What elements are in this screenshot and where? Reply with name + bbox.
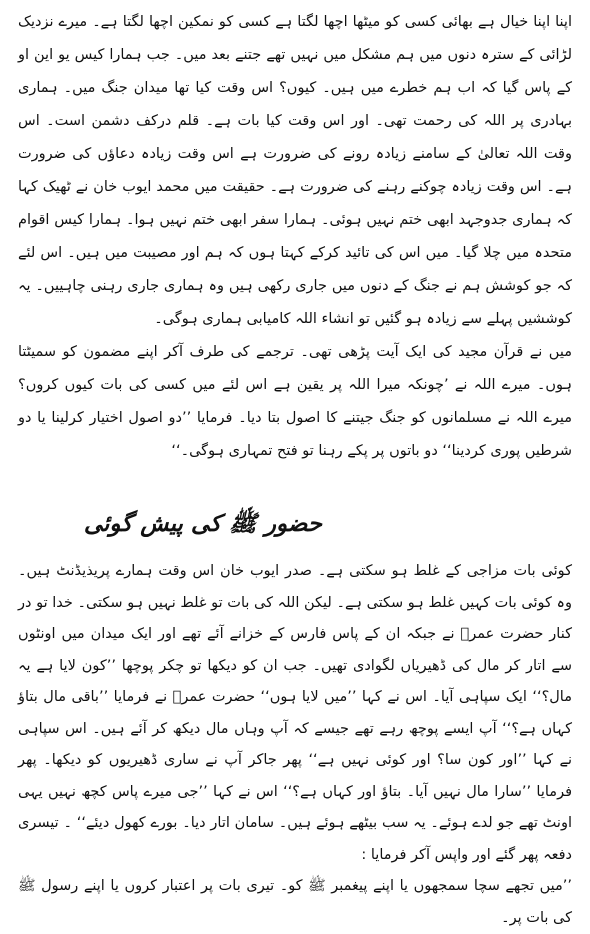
paragraph: میں نے قرآن مجید کی ایک آیت پڑھی تھی۔ ترجمے کی طرف آکر اپنے مضمون کو سمیٹتا ہوں۔ میرے اللہ نے ’چونکہ میرا اللہ پر یقین ہے اس لئے میں کسی کی بات کیوں کروں؟ میرے اللہ نے مسلمانوں کو جنگ جیتنے کا اصول بتا دیا۔ فرمایا ’’دو اصول اختیار کرلینا یا دو شرطیں پوری کردینا‘‘ دو باتوں پر پکے رہنا تو فتح تمہاری ہوگی۔‘‘ [18, 344, 572, 459]
paragraph: اپنا اپنا خیال ہے بھائی کسی کو میٹھا اچھا لگتا ہے کسی کو نمکین اچھا لگتا ہے۔ میرے نزدیک لڑائی کے سترہ دنوں میں ہم مشکل میں نہیں تھے جتنے بعد میں۔ جب ہمارا کیس یو این او کے پاس گیا کہ اب ہم خطرے میں ہیں۔ کیوں؟ اس وقت کیا تھا میدان جنگ میں۔ ہماری بہادری پر اللہ کی رحمت تھی۔ اور اس وقت کیا بات ہے۔ قلم درکف دشمن است۔ اس وقت اللہ تعالیٰ کے سامنے زیادہ رونے کی ضرورت ہے اس وقت زیادہ دعاؤں کی ضرورت ہے۔ اس وقت زیادہ چوکنے رہنے کی ضرورت ہے۔ حقیقت میں محمد ایوب خان نے ٹھیک کہا کہ ہماری جدوجہد ابھی ختم نہیں ہوئی۔ ہمارا سفر ابھی ختم نہیں ہوا۔ ہمارا کیس اقوام متحدہ میں چلا گیا۔ میں اس کی تائید کرکے کہتا ہوں کہ ہم اور مصیبت میں ہیں۔ اس لئے کہ جو کوشش ہم نے جنگ کے دنوں میں جاری رکھی ہیں وہ ہماری جاری رہنی چاہییں۔ یہ کوششیں پہلے سے زیادہ ہو گئیں تو انشاء اللہ کامیابی ہماری ہوگی۔ [18, 14, 572, 327]
section-heading: حضور ﷺ کی پیش گوئی [83, 510, 322, 537]
heading-block [18, 506, 572, 546]
section-1-text [18, 6, 572, 468]
section-2-text [18, 556, 572, 934]
paragraph: کوئی بات مزاجی کے غلط ہو سکتی ہے۔ صدر ایوب خان اس وقت ہمارے پریذیڈنٹ ہیں۔ وہ کوئی بات کہیں غلط ہو سکتی ہے۔ لیکن اللہ کی بات تو غلط نہیں ہو سکتی۔ خدا تو در کنار حضرت عمرؓ نے جبکہ ان کے پاس فارس کے خزانے آئے تھے اور ایک میدان میں اونٹوں سے اتار کر مال کی ڈھیریاں لگوادی تھیں۔ جب ان کو دیکھا تو چکر پوچھا ’’کون لایا ہے یہ مال؟‘‘ ایک سپاہی آیا۔ اس نے کہا ’’میں لایا ہوں‘‘ حضرت عمرؓ نے فرمایا ’’باقی مال بتاؤ کہاں ہے؟‘‘ آپ ایسے پوچھ رہے تھے جیسے کہ آپ وہاں مال دیکھ کر آئے ہیں۔ اس سپاہی نے کہا ’’اور کون سا؟ اور کوئی نہیں ہے‘‘ پھر جاکر آپ نے ساری ڈھیریوں کو دیکھا۔ پھر فرمایا ’’سارا مال نہیں آیا۔ بتاؤ اور کہاں ہے؟‘‘ اس نے کہا ’’جی میرے پاس کچھ نہیں یہی اونٹ تھے جو لدے ہوئے۔ یہ سب بیٹھے ہوئے ہیں۔ سامان اتار دیا۔ بورے کھول دیئے‘‘ ۔ تیسری دفعہ پھر گئے اور واپس آکر فرمایا : [18, 563, 572, 863]
paragraph: ’’میں تجھے سچا سمجھوں یا اپنے پیغمبر ﷺ کو۔ تیری بات پر اعتبار کروں یا اپنے رسول ﷺ کی بات پر۔ [18, 878, 572, 926]
